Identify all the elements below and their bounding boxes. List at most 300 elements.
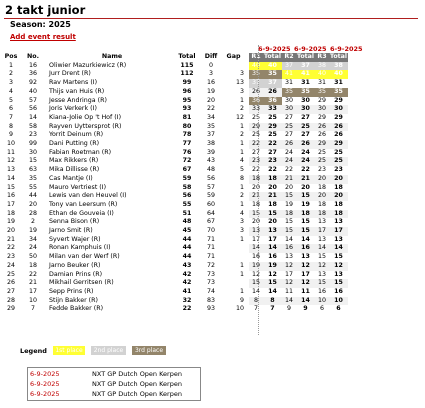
r1-cell: 14 (251, 287, 260, 295)
r3-total-cell: 25 (329, 157, 348, 166)
rider-name-cell: Fedde Bakker (R) (49, 305, 104, 313)
r2-cell: 27 (284, 131, 293, 139)
gap-cell: 2 (239, 131, 244, 139)
r2-total-cell: 27 (301, 113, 310, 121)
legend-second-place: 2nd place (91, 346, 126, 355)
r3-cell: 29 (317, 113, 326, 121)
event-name: NXT GP Dutch Open Kerpen (92, 390, 182, 398)
table-row (3, 166, 348, 175)
r3-cell: 14 (315, 244, 329, 253)
number-cell: 28 (28, 209, 37, 217)
r2-total-cell: 35 (296, 88, 315, 97)
r3-total-cell: 10 (329, 297, 348, 306)
r1-total-cell: 14 (268, 287, 277, 295)
diff-cell: 59 (206, 192, 215, 200)
number-cell: 63 (28, 166, 37, 174)
number-cell: 19 (28, 227, 37, 235)
total-cell: 58 (182, 183, 192, 191)
header-r2: R2 (282, 53, 296, 62)
diff-cell: 64 (206, 209, 215, 217)
r2-cell: 27 (284, 113, 293, 121)
rider-name-cell: Jarno Beuker (R) (49, 261, 101, 269)
r3-cell: 26 (317, 131, 326, 139)
r2-cell: 22 (284, 166, 293, 174)
pos-cell: 14 (6, 174, 15, 182)
r3-total-cell: 29 (334, 113, 343, 121)
total-cell: 45 (182, 227, 192, 235)
pos-cell: 21 (6, 235, 15, 243)
rider-name-cell: Joris Verkerk (I) (49, 105, 97, 113)
number-cell: 40 (28, 87, 37, 95)
r1-cell: 16 (251, 253, 260, 261)
rider-name-cell: Mauro Vertriest (I) (49, 183, 107, 191)
r1-cell: 17 (251, 235, 260, 243)
season-label: Season: 2025 (10, 20, 71, 29)
diff-cell: 73 (206, 270, 215, 278)
r2-total-cell: 26 (296, 140, 315, 149)
pos-cell: 27 (6, 287, 15, 295)
r1-cell: 20 (251, 218, 260, 226)
gap-cell: 2 (239, 192, 244, 200)
r2-total-cell: 9 (303, 305, 308, 313)
r3-total-cell: 12 (329, 262, 348, 271)
table-header-row (3, 53, 348, 62)
r2-cell: 30 (284, 96, 293, 104)
r2-cell: 9 (286, 305, 291, 313)
diff-cell: 34 (206, 113, 215, 121)
legend-label: Legend (20, 347, 47, 355)
r2-total-cell: 24 (301, 148, 310, 156)
r1-total-cell: 17 (268, 235, 277, 243)
pos-cell: 8 (8, 122, 13, 130)
table-row (3, 140, 348, 149)
table-row (3, 305, 348, 314)
number-cell: 36 (28, 70, 37, 78)
r3-total-cell: 26 (334, 131, 343, 139)
r2-cell: 21 (282, 175, 296, 184)
r1-total-cell: 36 (263, 97, 282, 106)
event-date: 6-9-2025 (30, 370, 60, 378)
r2-total-cell: 17 (301, 270, 310, 278)
pos-cell: 4 (8, 87, 13, 95)
r1-total-cell: 40 (263, 62, 282, 71)
r1-total-cell: 15 (263, 210, 282, 219)
gap-cell: 3 (239, 87, 244, 95)
header-no: No. (27, 53, 39, 60)
r3-total-cell: 30 (329, 105, 348, 114)
r3-total-cell: 20 (329, 192, 348, 201)
table-row (3, 149, 348, 158)
r2-cell: 41 (282, 70, 296, 79)
diff-cell: 22 (206, 105, 215, 113)
r1-cell: 26 (249, 88, 263, 97)
pos-cell: 25 (6, 270, 15, 278)
rider-name-cell: Oliwier Mazurkiewicz (R) (49, 61, 127, 69)
r3-total-cell: 23 (334, 166, 343, 174)
event-date: 6-9-2025 (30, 380, 60, 388)
r1-total-cell: 29 (263, 123, 282, 132)
total-cell: 42 (182, 270, 192, 278)
r1-cell: 19 (249, 262, 263, 271)
r2-cell: 18 (282, 210, 296, 219)
gap-cell: 1 (239, 148, 244, 156)
r3-total-cell: 29 (329, 140, 348, 149)
number-cell: 16 (28, 61, 37, 69)
event-row[interactable] (30, 369, 198, 379)
pos-cell: 17 (6, 200, 15, 208)
pos-cell: 16 (6, 192, 15, 200)
r3-cell: 38 (315, 62, 329, 71)
r1-cell: 29 (249, 123, 263, 132)
r2-total-cell: 20 (301, 183, 310, 191)
diff-cell: 67 (206, 218, 215, 226)
r1-cell: 25 (251, 131, 260, 139)
diff-cell: 73 (206, 279, 215, 287)
table-row (3, 297, 348, 306)
r2-cell: 15 (282, 227, 296, 236)
r2-cell: 30 (282, 105, 296, 114)
diff-cell: 19 (206, 87, 215, 95)
event-row[interactable] (30, 379, 198, 389)
legend-first-place: 1st place (53, 346, 85, 355)
r3-total-cell: 6 (336, 305, 341, 313)
total-cell: 44 (182, 253, 192, 261)
r3-total-cell: 18 (329, 210, 348, 219)
table-row (3, 70, 348, 79)
rider-name-cell: Sepp Prins (R) (49, 287, 94, 295)
number-cell: 20 (28, 200, 37, 208)
total-cell: 77 (182, 140, 192, 148)
header-pos: Pos (4, 53, 18, 60)
header-r3-total: Total (329, 53, 348, 60)
table-row (3, 271, 348, 280)
event-date-2[interactable]: 6-9-2025 (294, 45, 327, 53)
gap-cell: 1 (239, 140, 244, 148)
table-row (3, 114, 348, 123)
number-cell: 99 (28, 140, 37, 148)
r3-cell: 15 (317, 253, 326, 261)
table-row (3, 123, 348, 132)
gap-cell: 3 (239, 218, 244, 226)
r3-cell: 29 (317, 96, 326, 104)
header-total: Total (178, 53, 196, 60)
total-cell: 95 (182, 96, 192, 104)
r2-total-cell: 19 (301, 200, 310, 208)
table-row (3, 97, 348, 106)
pos-cell: 18 (6, 209, 15, 217)
r2-cell: 20 (284, 183, 293, 191)
r3-cell: 25 (315, 157, 329, 166)
r2-cell: 11 (284, 287, 293, 295)
pos-cell: 22 (6, 244, 15, 252)
r3-cell: 30 (315, 105, 329, 114)
gap-cell: 1 (239, 183, 244, 191)
r3-cell: 26 (315, 123, 329, 132)
r1-total-cell: 26 (263, 88, 282, 97)
r2-cell: 17 (284, 270, 293, 278)
r1-cell: 27 (251, 148, 260, 156)
gap-cell (223, 253, 246, 262)
gap-cell: 8 (239, 174, 244, 182)
diff-cell: 74 (206, 287, 215, 295)
event-name: NXT GP Dutch Open Kerpen (92, 370, 182, 378)
r2-total-cell: 24 (296, 157, 315, 166)
r1-cell: 12 (251, 270, 260, 278)
pos-cell: 23 (6, 253, 15, 261)
rider-name-cell: Rayven Uyttersprot (R) (49, 122, 122, 130)
rider-name-cell: Jesse Andringa (R) (49, 96, 107, 104)
r1-cell: 15 (249, 210, 263, 219)
r1-cell: 40 (249, 62, 263, 71)
r3-total-cell: 35 (329, 88, 348, 97)
diff-cell: 71 (206, 235, 215, 243)
gap-cell (223, 62, 246, 71)
r3-cell: 6 (319, 305, 324, 313)
r3-cell: 16 (317, 287, 326, 295)
r3-total-cell: 14 (329, 244, 348, 253)
r1-total-cell: 27 (268, 148, 277, 156)
r3-cell: 13 (317, 270, 326, 278)
gap-cell: 1 (239, 96, 244, 104)
diff-cell: 43 (206, 157, 215, 165)
diff-cell: 0 (208, 61, 213, 69)
r2-total-cell: 27 (301, 131, 310, 139)
event-date-3[interactable]: 6-9-2025 (330, 45, 363, 53)
diff-cell: 3 (208, 70, 213, 78)
total-cell: 80 (182, 122, 192, 130)
r1-cell: 15 (249, 279, 263, 288)
r3-total-cell: 13 (334, 235, 343, 243)
r3-cell: 25 (317, 148, 326, 156)
number-cell: 17 (28, 287, 37, 295)
r1-cell: 33 (249, 105, 263, 114)
gap-cell: 12 (235, 113, 244, 121)
total-cell: 43 (182, 261, 192, 269)
header-r1: R1 (249, 53, 263, 62)
table-row (3, 131, 348, 140)
total-cell: 56 (182, 192, 192, 200)
rider-name-cell: Stijn Bakker (R) (49, 296, 98, 304)
results-table (3, 53, 348, 314)
number-cell: 22 (28, 270, 37, 278)
diff-cell: 57 (206, 183, 215, 191)
r3-cell: 40 (315, 70, 329, 79)
r2-total-cell: 12 (296, 279, 315, 288)
r1-cell: 7 (253, 305, 258, 313)
rider-name-cell: Fabian Roetman (R) (49, 148, 112, 156)
diff-cell: 71 (206, 253, 215, 261)
r3-total-cell: 13 (334, 270, 343, 278)
r3-cell: 18 (317, 183, 326, 191)
number-cell: 35 (28, 174, 37, 182)
r3-total-cell: 31 (334, 79, 343, 87)
r1-total-cell: 35 (263, 70, 282, 79)
diff-cell: 56 (206, 174, 215, 182)
gap-cell: 4 (239, 157, 244, 165)
r2-total-cell: 15 (296, 227, 315, 236)
r1-cell: 20 (251, 183, 260, 191)
rider-name-cell: Dani Putting (R) (49, 140, 100, 148)
table-row (3, 288, 348, 297)
total-cell: 115 (180, 61, 194, 69)
r2-total-cell: 15 (296, 192, 315, 201)
r3-cell: 23 (317, 166, 326, 174)
total-cell: 44 (182, 235, 192, 243)
r3-total-cell: 16 (334, 287, 343, 295)
number-cell: 50 (28, 253, 37, 261)
header-gap: Gap (226, 53, 241, 60)
event-date: 6-9-2025 (30, 390, 60, 398)
r1-total-cell: 20 (268, 218, 277, 226)
pos-cell: 26 (6, 279, 15, 287)
r2-cell: 15 (284, 218, 293, 226)
pos-cell: 15 (6, 183, 15, 191)
table-row (3, 79, 348, 88)
r1-cell: 22 (251, 166, 260, 174)
number-cell: 56 (28, 105, 37, 113)
rider-name-cell: Max Rikkers (R) (49, 157, 99, 165)
rider-name-cell: Rav Martens (I) (49, 79, 98, 87)
r3-total-cell: 13 (334, 218, 343, 226)
r2-total-cell: 12 (296, 262, 315, 271)
r1-cell: 8 (249, 297, 263, 306)
number-cell: 34 (28, 235, 37, 243)
number-cell: 44 (28, 192, 37, 200)
header-r2-total: Total (296, 53, 315, 60)
r1-cell: 37 (249, 79, 263, 88)
r1-total-cell: 19 (263, 262, 282, 271)
r1-cell: 21 (249, 192, 263, 201)
diff-cell: 83 (206, 296, 215, 304)
r2-cell: 14 (284, 235, 293, 243)
r1-total-cell: 25 (268, 131, 277, 139)
rider-name-cell: Senna Bison (R) (49, 218, 100, 226)
number-cell: 7 (30, 305, 35, 313)
total-cell: 48 (182, 218, 192, 226)
table-row (3, 88, 348, 97)
r1-cell: 14 (249, 244, 263, 253)
header-diff: Diff (204, 53, 218, 60)
r3-cell: 13 (317, 218, 326, 226)
total-cell: 51 (182, 209, 192, 217)
r1-cell: 13 (249, 227, 263, 236)
r3-cell: 10 (315, 297, 329, 306)
total-cell: 32 (182, 296, 192, 304)
r3-cell: 20 (315, 175, 329, 184)
event-date-1[interactable]: 6-9-2025 (258, 45, 291, 53)
diff-cell: 38 (206, 140, 215, 148)
rider-name-cell: Damian Prins (R) (49, 270, 103, 278)
table-row (3, 262, 348, 271)
rider-name-cell: Jarno Smit (R) (49, 227, 93, 235)
event-name: NXT GP Dutch Open Kerpen (92, 380, 182, 388)
r3-cell: 13 (317, 235, 326, 243)
r3-total-cell: 40 (329, 70, 348, 79)
r3-total-cell: 18 (334, 200, 343, 208)
r2-cell: 37 (282, 62, 296, 71)
r1-cell: 25 (251, 113, 260, 121)
header-r1-total: Total (263, 53, 282, 60)
rider-name-cell: Jurr Drent (R) (49, 70, 91, 78)
rider-name-cell: Cas Mantje (I) (49, 174, 93, 182)
table-row (3, 62, 348, 71)
r1-total-cell: 15 (263, 279, 282, 288)
r3-cell: 20 (315, 192, 329, 201)
r2-cell: 19 (284, 200, 293, 208)
rider-name-cell: Thijs van Huis (R) (49, 87, 105, 95)
number-cell: 18 (28, 261, 37, 269)
r3-total-cell: 26 (329, 123, 348, 132)
gap-cell: 9 (239, 296, 244, 304)
r3-cell: 15 (315, 279, 329, 288)
total-cell: 99 (182, 79, 192, 87)
gap-cell: 1 (239, 270, 244, 278)
rider-name-cell: Kiana-Jolie Op 't Hof (I) (49, 113, 122, 121)
number-cell: 21 (28, 279, 37, 287)
pos-cell: 20 (6, 227, 15, 235)
r1-total-cell: 18 (268, 200, 277, 208)
gap-cell: 1 (239, 261, 244, 269)
r2-cell: 12 (282, 279, 296, 288)
diff-cell: 39 (206, 148, 215, 156)
add-event-link[interactable]: Add event result (10, 33, 76, 41)
gap-cell: 10 (235, 305, 244, 313)
r2-cell: 14 (282, 297, 296, 306)
r2-total-cell: 13 (301, 253, 310, 261)
table-row (3, 157, 348, 166)
r1-total-cell: 7 (270, 305, 275, 313)
gap-cell: 1 (239, 235, 244, 243)
diff-cell: 70 (206, 227, 215, 235)
r2-total-cell: 15 (301, 218, 310, 226)
total-cell: 112 (180, 70, 194, 78)
diff-cell: 16 (206, 79, 215, 87)
r1-total-cell: 22 (268, 166, 277, 174)
total-cell: 55 (182, 200, 192, 208)
pos-cell: 12 (6, 157, 15, 165)
gap-cell: 1 (239, 122, 244, 130)
r3-total-cell: 25 (334, 148, 343, 156)
pos-cell: 11 (6, 148, 15, 156)
r3-cell: 18 (317, 200, 326, 208)
number-cell: 15 (28, 157, 37, 165)
round-divider (258, 45, 259, 335)
pos-cell: 2 (8, 70, 13, 78)
r1-total-cell: 22 (263, 140, 282, 149)
diff-cell: 37 (206, 131, 215, 139)
rider-name-cell: Syvert Wajer (R) (49, 235, 101, 243)
table-row (3, 218, 348, 227)
r2-cell: 15 (282, 192, 296, 201)
r1-total-cell: 25 (268, 113, 277, 121)
event-row[interactable] (30, 389, 198, 399)
rider-name-cell: Ethan de Gouveia (I) (49, 209, 114, 217)
total-cell: 78 (182, 131, 192, 139)
pos-cell: 6 (8, 105, 13, 113)
r1-total-cell: 8 (263, 297, 282, 306)
total-cell: 59 (182, 174, 192, 182)
table-row (3, 236, 348, 245)
r3-cell: 35 (315, 88, 329, 97)
table-row (3, 201, 348, 210)
total-cell: 44 (182, 244, 192, 252)
pos-cell: 13 (6, 166, 15, 174)
table-row (3, 244, 348, 253)
rider-name-cell: Ronan Kamphuis (I) (49, 244, 111, 252)
r3-total-cell: 20 (329, 175, 348, 184)
r2-cell: 12 (282, 262, 296, 271)
table-row (3, 210, 348, 219)
